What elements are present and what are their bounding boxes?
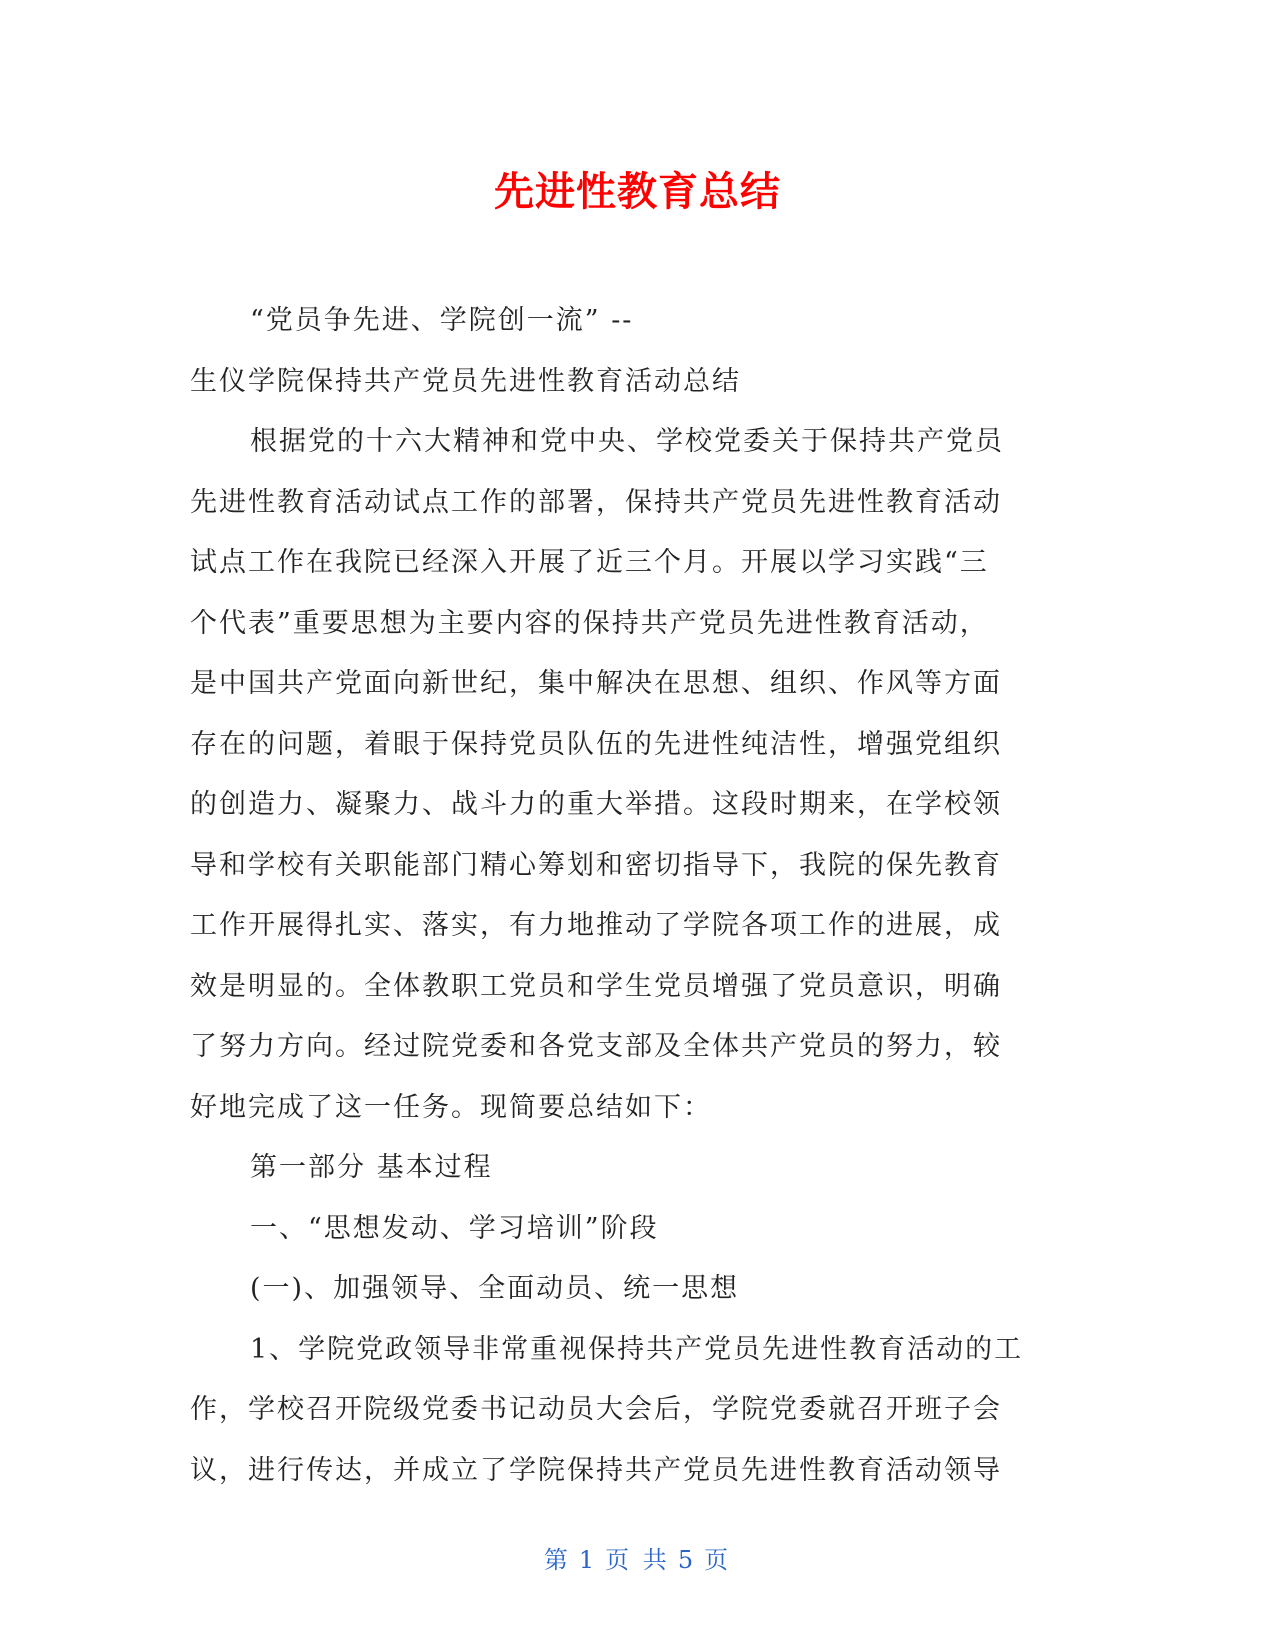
body-line: 试点工作在我院已经深入开展了近三个月。开展以学习实践“三 [190, 547, 989, 578]
page-footer [0, 1540, 1275, 1575]
body-line: 了努力方向。经过院党委和各党支部及全体共产党员的努力，较 [190, 1031, 1002, 1062]
section-heading: 第一部分 基本过程 [250, 1152, 493, 1183]
body-line: 生仪学院保持共产党员先进性教育活动总结 [190, 365, 741, 397]
body-line: 议，进行传达，并成立了学院保持共产党员先进性教育活动领导 [190, 1454, 1002, 1486]
footer-middle: 页 共 [605, 1546, 670, 1574]
body-line: 存在的问题，着眼于保持党员队伍的先进性纯洁性，增强党组织 [190, 728, 1002, 760]
body-line: 工作开展得扎实、落实，有力地推动了学院各项工作的进展，成 [190, 910, 1002, 941]
body-line: 的创造力、凝聚力、战斗力的重大举措。这段时期来，在学校领 [190, 789, 1002, 820]
footer-total-pages: 5 [677, 1546, 697, 1574]
body-line: 是中国共产党面向新世纪，集中解决在思想、组织、作风等方面 [190, 668, 1002, 699]
footer-suffix: 页 [704, 1546, 732, 1574]
footer-page-number: 1 [578, 1546, 598, 1574]
subsection-heading: (一)、加强领导、全面动员、统一思想 [250, 1273, 740, 1304]
body-line: 先进性教育活动试点工作的部署，保持共产党员先进性教育活动 [190, 486, 1002, 518]
body-line: “党员争先进、学院创一流” -- [250, 305, 634, 336]
body-line: 导和学校有关职能部门精心筹划和密切指导下，我院的保先教育 [190, 849, 1002, 881]
document-title: 先进性教育总结 [494, 169, 781, 215]
document-body [190, 291, 1070, 1501]
body-line: 好地完成了这一任务。现简要总结如下： [190, 1091, 712, 1123]
body-line: 作，学校召开院级党委书记动员大会后，学院党委就召开班子会 [190, 1394, 1002, 1425]
footer-prefix: 第 [543, 1546, 571, 1574]
body-line: 1、学院党政领导非常重视保持共产党员先进性教育活动的工 [250, 1333, 1024, 1365]
subsection-heading: 一、“思想发动、学习培训”阶段 [250, 1212, 659, 1244]
body-line: 效是明显的。全体教职工党员和学生党员增强了党员意识，明确 [190, 970, 1002, 1002]
body-line: 个代表”重要思想为主要内容的保持共产党员先进性教育活动， [190, 607, 989, 639]
body-line: 根据党的十六大精神和党中央、学校党委关于保持共产党员 [250, 426, 1004, 457]
